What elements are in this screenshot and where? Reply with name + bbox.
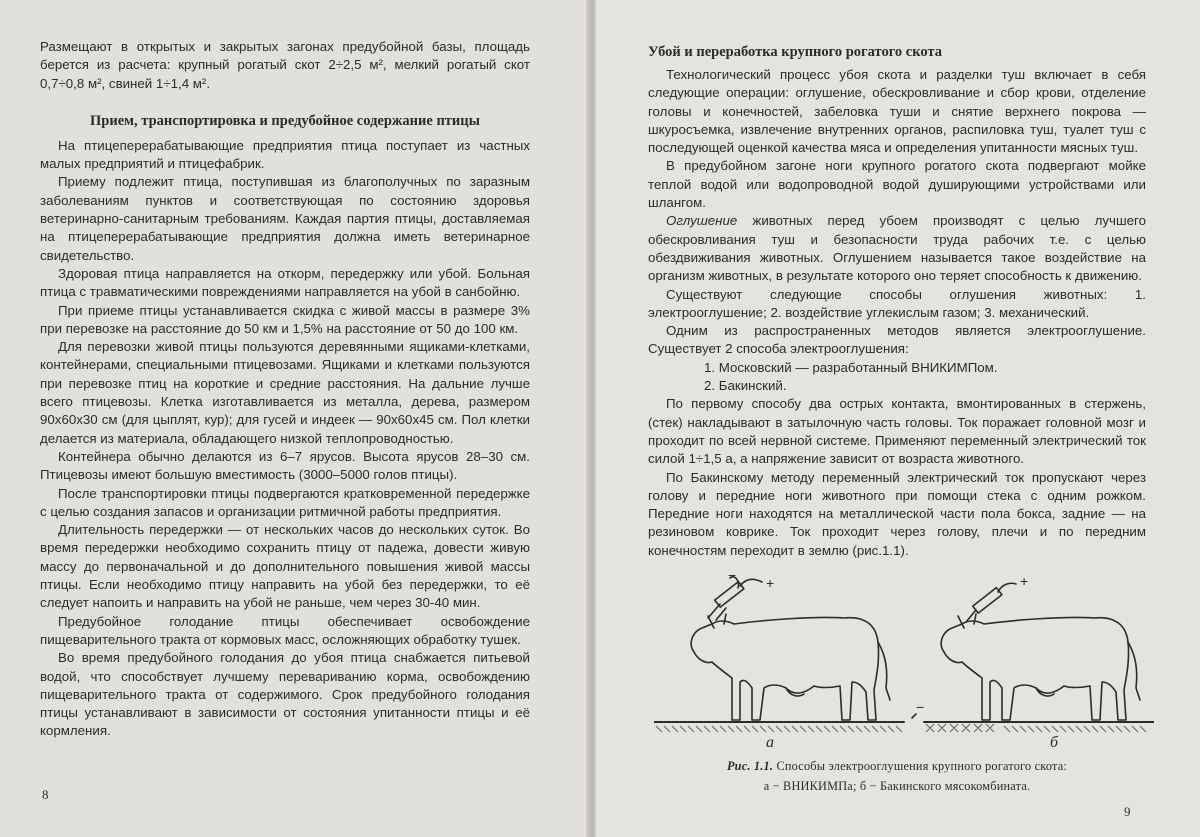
paragraph-text: животных перед убоем производят с целью лучшего обескровливания туш и безопасности труда рабочих т.е. с целью обездвиживания животных. Оглушением называется такое воздействие на организм животных, в результате которого оно теряет способность к движению. bbox=[648, 213, 1146, 284]
caption-line-1: Способы электрооглушения крупного рогатого скота: bbox=[773, 759, 1068, 774]
paragraph: В предубойном загоне ноги крупного рогатого скота подвергают мойке теплой водой или водопроводной водой душирующими устройствами или шлангом. bbox=[648, 158, 1146, 211]
term-stunning: Оглушение bbox=[666, 213, 738, 229]
paragraph: Контейнера обычно делаются из 6–7 ярусов. Высота ярусов 28–30 см. Птицевозы имеют большую вместимость (3000–5000 голов птицы). bbox=[40, 448, 530, 483]
figure-label-b: б bbox=[1050, 734, 1059, 752]
paragraph bbox=[648, 212, 1146, 285]
paragraph: После транспортировки птицы подвергаются кратковременной передержке с целью создания запасов и организации ритмичной работы предприятия. bbox=[40, 485, 530, 519]
list-item: 2. Бакинский. bbox=[704, 378, 787, 394]
cow-b-drawing bbox=[941, 583, 1140, 720]
paragraph: Существуют следующие способы оглушения животных: 1. электрооглушение; 2. воздействие углекислым газом; 3. механический. bbox=[648, 286, 1146, 320]
cow-illustration bbox=[654, 570, 1154, 740]
paragraph: На птицеперерабатывающие предприятия птица поступает из частных малых предприятий и птицефабрик. bbox=[40, 137, 530, 172]
paragraph: Длительность передержки — от нескольких часов до нескольких суток. Во время передержки необходимо сохранить птицу от падежа, довести живую массу до первоначальной и до дополнительного повышения живой массы птицы. Если необходимо птицу направить на убой без передержки, то её следует напоить и направить на убой не раньше, чем через 30-40 мин. bbox=[40, 522, 530, 611]
paragraph: Во время предубойного голодания до убоя птица снабжается питьевой водой, что способствует лучшему перевариванию корма, освобождению пищеварительного тракта от содержимого. Срок предубойного голодания птицы устанавливают в зависимости от состояния упитанности птицы и её кормления. bbox=[40, 650, 530, 739]
polarity-plus-a: + bbox=[766, 575, 775, 592]
paragraph: Технологический процесс убоя скота и разделки туш включает в себя следующие операции: оглушение, обескровливание и сбор крови, отделение головы и конечностей, забеловка туши и снятие верхнего покрова — шкуросъемка, извлечение внутренних органов, распиловка туш, туалет туш с последующей оценкой качества мяса и определения упитанности мясных туш. bbox=[648, 67, 1146, 156]
paragraph: По Бакинскому методу переменный электрический ток пропускают через голову и передние ноги животного при помощи стека с одним рожком. Передние ноги находятся на металлической части пола бокса, задние — на резиновом коврике. Ток проходит через голову, плечи и по передним конечностям переходит в землю (рис.1.1). bbox=[648, 469, 1146, 558]
polarity-minus-b: − bbox=[916, 699, 925, 716]
paragraph: По первому способу два острых контакта, вмонтированных в стержень, (стек) накладывают в затылочную часть головы. Ток поражает головной мозг и проходит по всей нервной системе. Применяют переменный электрический ток силой 1÷1,5 а, а напряжение зависит от возраста животного. bbox=[648, 396, 1146, 467]
figure-label-a: а bbox=[766, 734, 774, 752]
paragraph: Одним из распространенных методов является электрооглушение. Существует 2 способа электрооглушения: bbox=[648, 323, 1146, 357]
polarity-minus-a: − bbox=[728, 570, 737, 584]
paragraph: Для перевозки живой птицы пользуются деревянными ящиками-клетками, контейнерами, специальными птицевозами. Ящиками и клетками пользуются при перевозке птиц на короткие и средние расстояния. На дальние лучше всего птицевозы. Клетка изготавливается из металла, дерева, размером 90х60х30 см (для цыплят, кур); для гусей и индеек — 90х60х45 см. Пол клетки делается из материала, обладающего низкой теплопроводностью. bbox=[40, 339, 530, 446]
figure-electrostunning bbox=[654, 570, 1154, 752]
list-item: 1. Московский — разработанный ВНИКИМПом. bbox=[704, 359, 998, 375]
caption-number: Рис. 1.1. bbox=[726, 759, 774, 774]
polarity-plus-b: + bbox=[1020, 573, 1029, 590]
section-heading: Убой и переработка крупного рогатого скота bbox=[648, 44, 943, 60]
cow-a-drawing bbox=[691, 577, 890, 720]
paragraph: Приему подлежит птица, поступившая из благополучных по заразным заболеваниям пунктов и соответствующая по состоянию здоровья ветеринарно-санитарным требованиям. Каждая партия птицы, доставляемая на птицеперерабатывающие предприятия должна иметь ветеринарное свидетельство. bbox=[40, 174, 530, 263]
paragraph: Предубойное голодание птицы обеспечивает освобождение пищеварительного тракта от кормовых масс, осложняющих обработку тушек. bbox=[40, 613, 530, 647]
section-heading: Прием, транспортировка и предубойное содержание птицы bbox=[90, 112, 480, 129]
left-page bbox=[0, 0, 592, 837]
paragraph: При приеме птицы устанавливается скидка с живой массы в размере 3% при перевозке на расстояние до 50 км и 1,5% на расстояние от 50 до 100 км. bbox=[40, 302, 530, 336]
caption-line-2: а − ВНИКИМПа; б − Бакинского мясокомбината. bbox=[763, 779, 1031, 794]
paragraph: Здоровая птица направляется на откорм, передержку или убой. Больная птица с травматическими повреждениями направляется на убой в санбойню. bbox=[40, 265, 530, 300]
figure-caption bbox=[648, 756, 1146, 796]
page-number: 9 bbox=[1124, 804, 1131, 819]
paragraph: Размещают в открытых и закрытых загонах предубойной базы, площадь берется из расчета: крупный рогатый скот 2÷2,5 м², мелкий рогатый скот 0,7÷0,8 м², свиней 1÷1,4 м². bbox=[40, 39, 530, 91]
right-page bbox=[596, 0, 1200, 837]
page-number: 8 bbox=[42, 787, 49, 802]
